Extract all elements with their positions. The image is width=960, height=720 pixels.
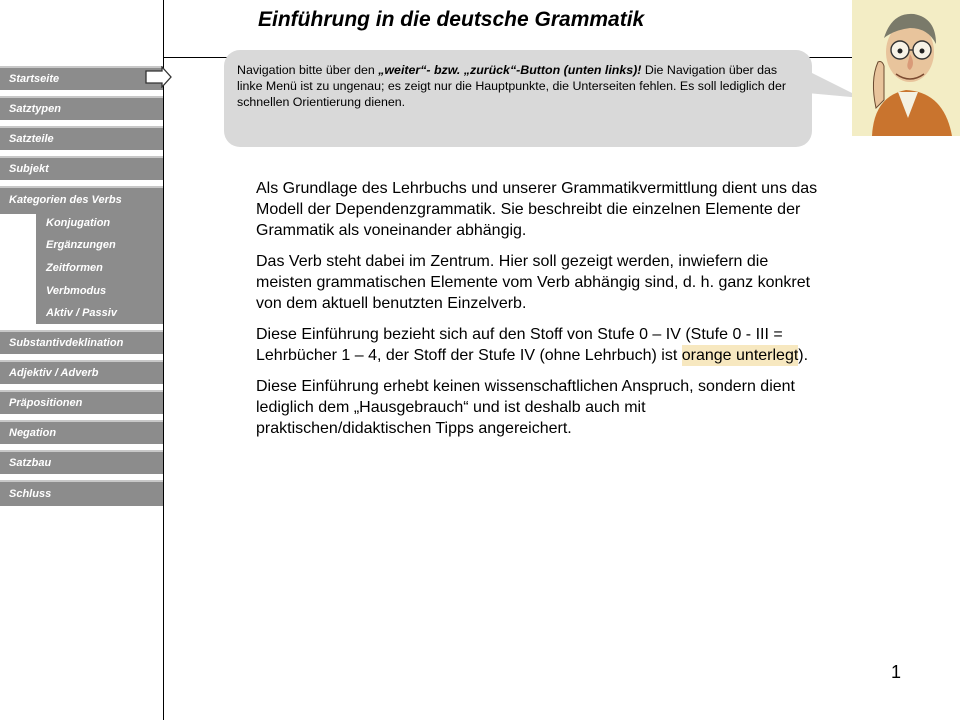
orange-highlight: orange unterlegt — [681, 347, 799, 364]
nav-group-kategorien-des-verbs — [0, 186, 163, 324]
paragraph-2: Das Verb steht dabei im Zentrum. Hier soll gezeigt werden, inwiefern die meisten grammatischen Elemente vom Verb abhängig sind, d. h. ganz konkret von dem aktuell benutzten Einzelverb. — [256, 253, 811, 312]
nav-item-kategorien-des-verbs[interactable]: Kategorien des Verbs — [9, 194, 122, 206]
paragraph-3-end: ). — [798, 347, 809, 364]
nav-item-satztypen[interactable] — [0, 96, 163, 120]
nav-item-label: Startseite — [9, 73, 60, 85]
nav-item-label: Substantivdeklination — [9, 337, 124, 349]
intro-text — [256, 178, 822, 449]
nav-item-satzteile[interactable] — [0, 126, 163, 150]
paragraph-4: Diese Einführung erhebt keinen wissenschaftlichen Anspruch, sondern dient lediglich dem „Hausgebrauch“ und ist deshalb auch mit praktischen/didaktischen Tipps angereichert. — [256, 378, 795, 437]
nav-item-negation[interactable] — [0, 420, 163, 444]
nav-item-label: Satzbau — [9, 457, 52, 469]
nav-item-adjektiv-adverb[interactable] — [0, 360, 163, 384]
left-divider-line — [163, 0, 164, 720]
page-number: 1 — [891, 662, 902, 682]
arrow-right-icon — [145, 66, 173, 88]
nav-subitem-ergaenzungen[interactable]: Ergänzungen — [46, 239, 116, 251]
nav-item-label: Adjektiv / Adverb — [9, 367, 99, 379]
nav-item-label: Schluss — [9, 488, 52, 500]
nav-subitem-aktiv-passiv[interactable]: Aktiv / Passiv — [46, 307, 117, 319]
paragraph-3-text: Diese Einführung bezieht sich auf den Stoff von Stufe 0 – IV (Stufe 0 - III = Lehrbücher 1 – 4, der Stoff der Stufe IV (ohne Lehrbuch) ist — [256, 326, 783, 364]
nav-item-praepositionen[interactable] — [0, 390, 163, 414]
hint-emphasis: „weiter“- bzw. „zurück“-Button (unten links)! — [378, 63, 642, 77]
paragraph-3 — [256, 324, 822, 366]
submenu-indent — [0, 214, 36, 324]
navigation-hint-text — [237, 62, 797, 110]
nav-item-satzbau[interactable] — [0, 450, 163, 474]
hint-rest: Die Navigation über das linke Menü ist zu ungenau; es zeigt nur die Hauptpunkte, die Unterseiten fehlen. Es soll lediglich der schnellen Orientierung dienen. — [237, 63, 786, 109]
nav-subitem-zeitformen[interactable]: Zeitformen — [46, 262, 103, 274]
nav-subitem-verbmodus[interactable]: Verbmodus — [46, 285, 107, 297]
nav-item-subjekt[interactable] — [0, 156, 163, 180]
nav-item-label: Subjekt — [9, 163, 49, 175]
nav-item-schluss[interactable] — [0, 480, 163, 506]
nav-item-label: Satztypen — [9, 103, 61, 115]
nav-item-startseite[interactable] — [0, 66, 163, 90]
nav-item-label: Satzteile — [9, 133, 54, 145]
professor-mascot-illustration — [852, 0, 960, 136]
nav-item-label: Negation — [9, 427, 57, 439]
paragraph-1: Als Grundlage des Lehrbuchs und unserer Grammatikvermittlung dient uns das Modell der Dependenzgrammatik. Sie beschreibt die einzelnen Elemente der Grammatik als voneinander abhängig. — [256, 180, 818, 239]
nav-subitem-konjugation[interactable]: Konjugation — [46, 217, 111, 229]
page-title: Einführung in die deutsche Grammatik — [258, 8, 645, 31]
nav-item-substantivdeklination[interactable] — [0, 330, 163, 354]
hint-lead: Navigation bitte über den — [237, 63, 379, 77]
nav-item-label: Präpositionen — [9, 397, 83, 409]
